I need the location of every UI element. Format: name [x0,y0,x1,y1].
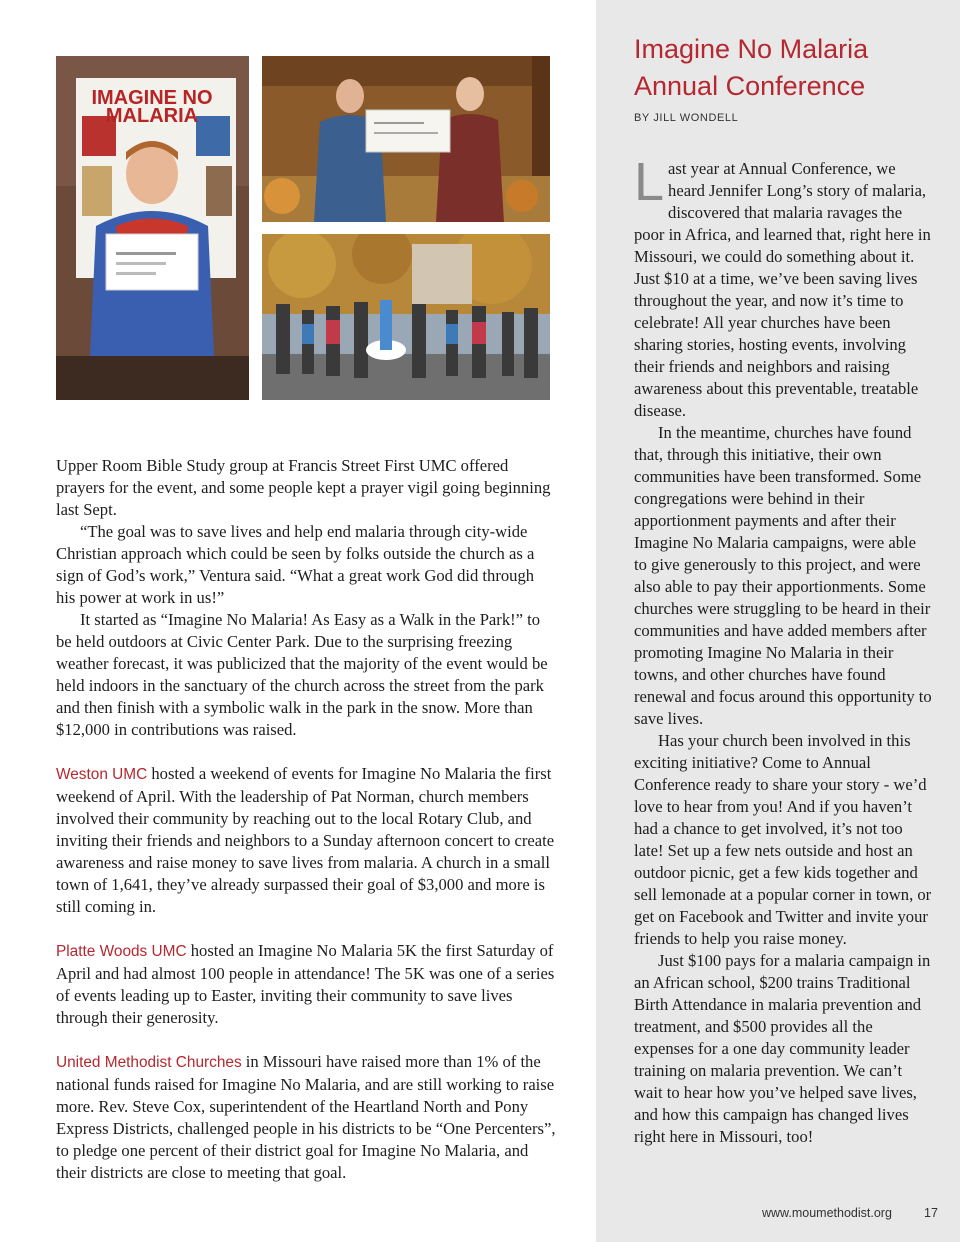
photo-boy-with-poster [56,56,249,400]
article-title-line-2: Annual Conference [634,71,866,101]
left-paragraph-2: “The goal was to save lives and help end malaria through city-wide Christian approach which could be seen by folks outside the church as a sign of God’s work,” Ventura said. “What a great work God did through his power at work in us!” [56,522,535,607]
poster-line-1: IMAGINE NO [91,87,213,109]
poster-line-2: MALARIA [105,105,199,127]
article-byline: BY JILL WONDELL [634,112,739,124]
article-paragraph-3: Has your church been involved in this exciting initiative? Come to Annual Conference ready to share your story - we’d love to hear from you! And if you haven’t had a chance to get involved, it’s not too late! Set up a few nets outside and host an outdoor picnic, get a few kids together and sell lemonade at a popular corner in town, or get on Facebook and Twitter and invite your friends to help you raise money. [634,731,932,948]
platte-lead: Platte Woods UMC [56,943,187,960]
weston-paragraph [56,763,556,918]
drop-cap: L [634,152,665,212]
photo-check-presentation [262,56,550,222]
article-paragraph-2: In the meantime, churches have found that, through this initiative, their own communities have been transformed. Some congregations were behind in their apportionment payments and after their Imagine No Malaria campaigns, were able to give generously to this project, and were also able to pay their apportionments. Some churches were struggling to be heard in their communities and have added members after promoting Imagine No Malaria in their towns, and other churches have found renewal and focus around this opportunity to save lives. [634,423,932,728]
article-paragraph-1 [634,152,932,422]
photo-community-walk [262,234,550,400]
article-title [634,31,934,105]
weston-text: hosted a weekend of events for Imagine No Malaria the first weekend of April. With the leadership of Pat Norman, church members involved their community by reaching out to the local Rotary Club, and inviting their friends and neighbors to a Sunday afternoon concert to create awareness and raise money to save lives from malaria. A church in a small town of 1,641, they’ve already surpassed their goal of $3,000 and more is still coming in. [56,764,555,916]
left-paragraph-3: It started as “Imagine No Malaria! As Easy as a Walk in the Park!” to be held outdoors at Civic Center Park. Due to the surprising freezing weather forecast, it was publicized that the majority of the event would be held indoors in the sanctuary of the church across the street from the park and then finish with a symbolic walk in the park in the snow. More than $12,000 in contributions was raised. [56,610,548,739]
platte-text: hosted an Imagine No Malaria 5K the first Saturday of April and had almost 100 people in attendance! The 5K was one of a series of events leading up to Easter, inviting their community to save lives through their generosity. [56,941,555,1027]
umc-text: in Missouri have raised more than 1% of the national funds raised for Imagine No Malaria, and are still working to raise more. Rev. Steve Cox, superintendent of the Heartland North and Pony Express Districts, challenged people in his districts to be “One Percenters”, to pledge one percent of their district goal for Imagine No Malaria, and their districts are close to meeting that goal. [56,1052,556,1182]
article-paragraph-4: Just $100 pays for a malaria campaign in an African school, $200 trains Traditional Birth Attendance in malaria prevention and treatment, and $500 provides all the expenses for a one day community leader training on malaria prevention. We can’t wait to hear how you’ve helped save lives, and how this campaign has changed lives right here in Missouri, too! [634,951,931,1146]
weston-lead: Weston UMC [56,766,148,783]
platte-paragraph [56,940,556,1029]
left-column-text [56,455,556,1184]
umc-lead: United Methodist Churches [56,1054,242,1071]
article-paragraph-1-text: ast year at Annual Conference, we heard Jennifer Long’s story of malaria, discovered that malaria ravages the poor in Africa, and learned that, right here in Missouri, we could do something about it. Just $10 at a time, we’ve been saving lives throughout the year, and now it’s time to celebrate! All year churches have been sharing stories, hosting events, involving their friends and neighbors and raising awareness about this preventable, treatable disease. [634,159,931,420]
umc-paragraph [56,1051,556,1184]
right-column-text [634,152,932,1148]
page-number: 17 [924,1206,938,1220]
footer-website-link[interactable]: www.moumethodist.org [762,1206,892,1220]
article-title-line-1: Imagine No Malaria [634,34,869,64]
left-paragraph-1: Upper Room Bible Study group at Francis Street First UMC offered prayers for the event, and some people kept a prayer vigil going beginning last Sept. [56,456,551,519]
